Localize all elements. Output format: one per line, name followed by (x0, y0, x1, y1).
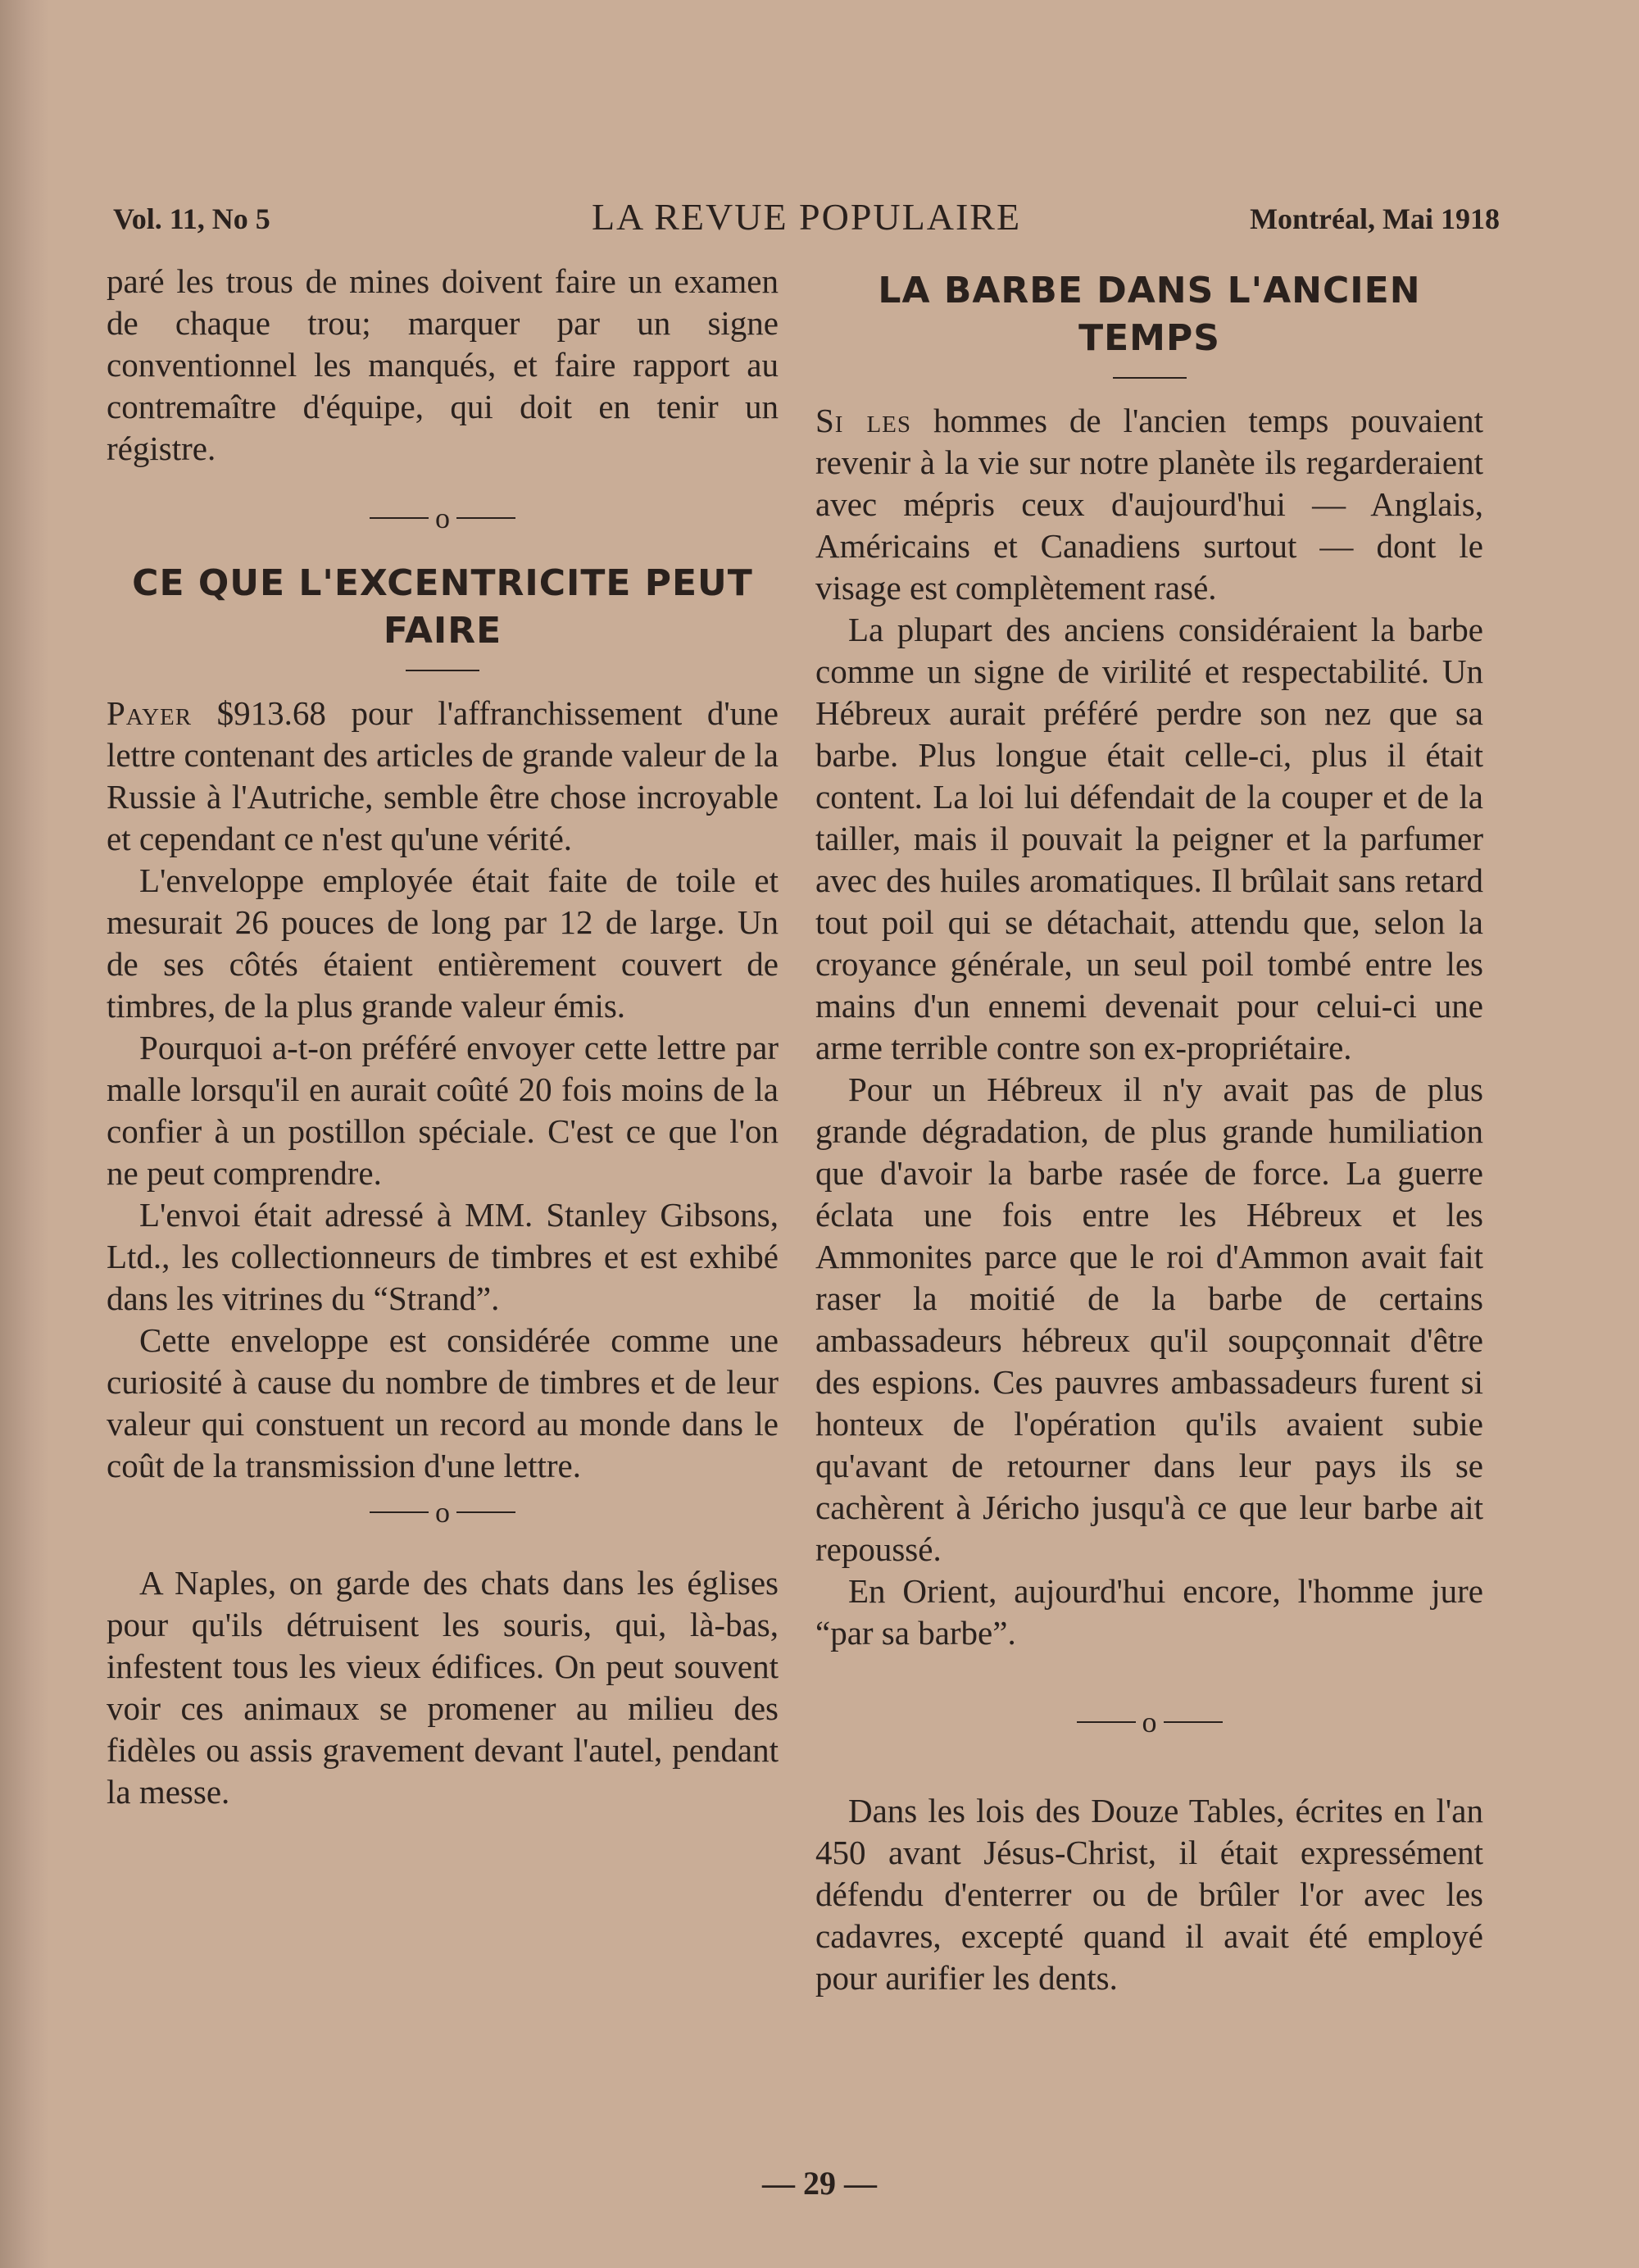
page-number: — 29 — (762, 2165, 877, 2202)
title-rule (1113, 377, 1187, 379)
publication-title: LA REVUE POPULAIRE (591, 196, 1022, 238)
section-divider: o (107, 1495, 779, 1529)
paragraph: Pour un Hébreux il n'y avait pas de plus grande dégradation, de plus grande humiliation que d'avoir la barbe rasée de force. La guerre éclata une fois entre les Hébreux et les Ammonites parce que le roi d'Ammon avait fait raser la moitié de la barbe de certains ambassadeurs hébreux qu'il soupçonnait d'être des espions. Ces pauvres ambassadeurs furent si honteux de l'opération qu'ils avaient subie qu'avant de retourner dans leur pays ils se cachèrent à Jéricho jusqu'à ce que leur barbe ait repoussé. (815, 1070, 1483, 1568)
paragraph: En Orient, aujourd'hui encore, l'homme jure “par sa barbe”. (815, 1572, 1483, 1652)
section-divider: o (107, 501, 779, 535)
lead-word: Si les (815, 402, 912, 439)
naples-note: A Naples, on garde des chats dans les églises pour qu'ils détruisent les souris, qui, là-bas, infestent tous les vieux édifices. On peut souvent voir ces animaux se promener au milieu des fidèles ou assis gravement devant l'autel, pendant la messe. (107, 1564, 779, 1811)
left-column (107, 261, 779, 1813)
paragraph: Pourquoi a-t-on préféré envoyer cette lettre par malle lorsqu'il en aurait coûté 20 fois moins de la confier à un postillon spéciale. C'est ce que l'on ne peut comprendre. (107, 1029, 779, 1192)
paragraph: L'enveloppe employée était faite de toile et mesurait 26 pouces de long par 12 de large. Un de ses côtés étaient entièrement couvert de timbres, de la plus grande valeur émis. (107, 861, 779, 1025)
article-barbe (815, 267, 1483, 1654)
paragraph: Payer $913.68 pour l'affranchissement d'une lettre contenant des articles de grande valeur de la Russie à l'Autriche, semble être chose incroyable et cependant ce n'est qu'une vérité. (107, 694, 779, 857)
paragraph: Cette enveloppe est considérée comme une curiosité à cause du nombre de timbres et de leur valeur qui constuent un record au monde dans le coût de la transmission d'une lettre. (107, 1321, 779, 1484)
issue-date: Montréal, Mai 1918 (1250, 202, 1500, 235)
section-divider: o (815, 1705, 1483, 1739)
right-column (815, 261, 1483, 1999)
article-title: CE QUE L'EXCENTRICITE PEUT FAIRE (132, 562, 753, 652)
volume-number: Vol. 11, No 5 (113, 202, 270, 235)
page-binding-edge (0, 0, 49, 2268)
douze-tables-note: Dans les lois des Douze Tables, écrites en l'an 450 avant Jésus-Christ, il était expressément défendu d'enterrer ou de brûler l'or avec les cadavres, excepté quand il avait été employé pour aurifier les dents. (815, 1792, 1483, 1997)
page-header (113, 195, 1500, 244)
lead-word: Payer (107, 694, 193, 732)
article-title: LA BARBE DANS L'ANCIEN TEMPS (878, 270, 1421, 359)
paragraph: Si les hommes de l'ancien temps pouvaient revenir à la vie sur notre planète ils regarderaient avec mépris ceux d'aujourd'hui — Anglais, Américains et Canadiens surtout — dont le visage est complètement rasé. (815, 402, 1483, 607)
paragraph: L'envoi était adressé à MM. Stanley Gibsons, Ltd., les collectionneurs de timbres et est exhibé dans les vitrines du “Strand”. (107, 1196, 779, 1317)
article-excentricite (107, 560, 779, 1487)
continued-fragment: paré les trous de mines doivent faire un examen de chaque trou; marquer par un signe conventionnel les manqués, et faire rapport au contremaître d'équipe, qui doit en tenir un régistre. (107, 262, 779, 467)
paragraph: La plupart des anciens considéraient la barbe comme un signe de virilité et respectabilité. Un Hébreux aurait préféré perdre son nez que sa barbe. Plus longue était celle-ci, plus il était content. La loi lui défendait de la couper et de la tailler, mais il pouvait la peigner et la parfumer avec des huiles aromatiques. Il brûlait sans retard tout poil qui se détachait, attendu que, selon la croyance générale, un seul poil tombé entre les mains d'un ennemi devenait pour celui-ci une arme terrible contre son ex-propriétaire. (815, 611, 1483, 1066)
title-rule (406, 670, 479, 671)
